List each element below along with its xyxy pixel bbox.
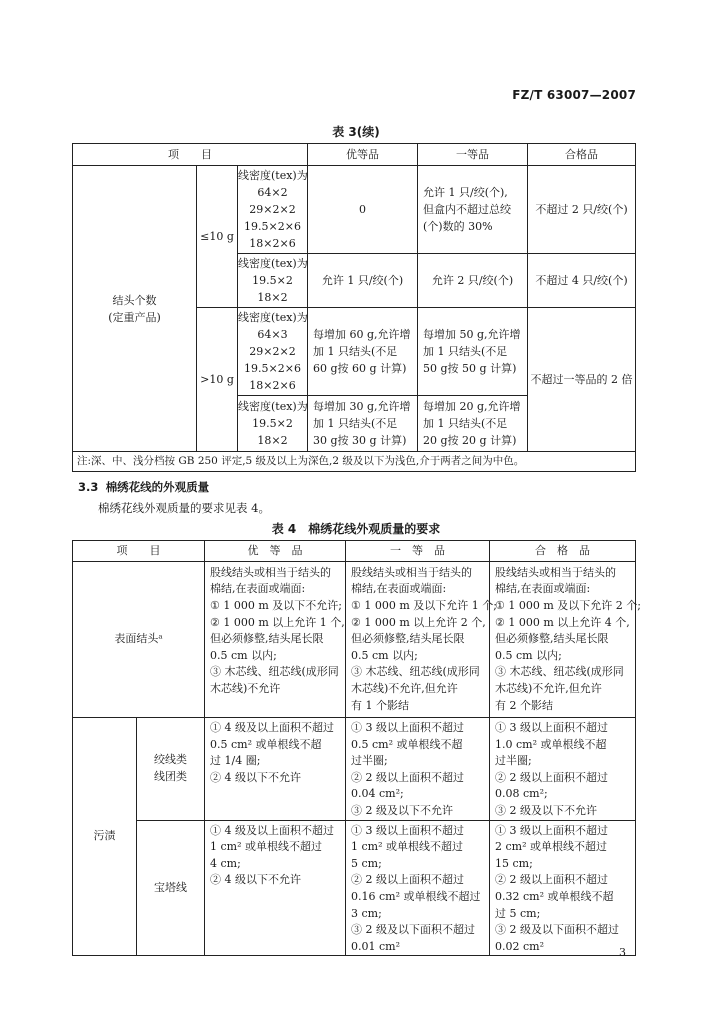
section-text: 棉绣花线外观质量的要求见表 4。 <box>98 501 270 515</box>
table3-cell: 每增加 30 g,允许增 加 1 只结头(不足 30 g按 30 g 计算) <box>308 396 418 452</box>
table3-caption: 表 3(续) <box>332 125 380 139</box>
table4-header-qualified: 合 格 品 <box>490 541 636 562</box>
standard-code: FZ/T 63007—2007 <box>512 88 636 102</box>
table3-cell: 每增加 50 g,允许增 加 1 只结头(不足 50 g按 50 g 计算) <box>418 308 528 396</box>
table3-cell: 允许 1 只/绞(个), 但盒内不超过总绞 (个)数的 30% <box>418 166 528 254</box>
section-heading: 3.3 棉绣花线的外观质量 <box>78 480 210 494</box>
table3-cell: 每增加 20 g,允许增 加 1 只结头(不足 20 g按 20 g 计算) <box>418 396 528 452</box>
table4-cell: ① 3 级以上面积不超过 1 cm² 或单根线不超过 5 cm; ② 2 级以上面积不超过 0.16 cm² 或单根线不超过 3 cm; ③ 2 级及以下面积不超过 0.01 cm² <box>346 820 490 956</box>
table3-note: 注:深、中、浅分档按 GB 250 评定,5 级及以上为深色,2 级及以下为浅色,介于两者之间为中色。 <box>73 452 636 472</box>
table3-header-item: 项 目 <box>73 144 308 166</box>
table4-header-item: 项 目 <box>73 541 205 562</box>
table3-density-cell: 线密度(tex)为 64×2 29×2×2 19.5×2×6 18×2×6 <box>238 166 308 254</box>
table4-header-first: 一 等 品 <box>346 541 490 562</box>
table4-cell: ① 3 级以上面积不超过 0.5 cm² 或单根线不超 过半圈; ② 2 级以上面积不超过 0.04 cm²; ③ 2 级及以下不允许 <box>346 718 490 821</box>
table4-cell: ① 4 级及以上面积不超过 1 cm² 或单根线不超过 4 cm; ② 4 级以下不允许 <box>205 820 346 956</box>
page-number: 3 <box>619 946 626 959</box>
table3-cell: 允许 2 只/绞(个) <box>418 254 528 308</box>
table4-cell: ① 3 级以上面积不超过 2 cm² 或单根线不超过 15 cm; ② 2 级以上面积不超过 0.32 cm² 或单根线不超 过 5 cm; ③ 2 级及以下面积不超过 0.02 cm² <box>490 820 636 956</box>
table4-row-stain: 污渍 <box>73 718 137 956</box>
table3-cell: 不超过 2 只/绞(个) <box>528 166 636 254</box>
table3-header-qualified: 合格品 <box>528 144 636 166</box>
table3-weight-le10: ≤10 g <box>197 166 238 308</box>
table4-stain-type-skein: 绞线类 线团类 <box>137 718 205 821</box>
table3-header-first: 一等品 <box>418 144 528 166</box>
table3-density-cell: 线密度(tex)为 19.5×2 18×2 <box>238 254 308 308</box>
table3-cell: 不超过一等品的 2 倍 <box>528 308 636 452</box>
table4-cell: 股线结头或相当于结头的 棉结,在表面或端面: ① 1 000 m 及以下不允许; ② 1 000 m 以上允许 1 个, 但必须修整,结头尾长限 0.5 cm 以内; ③ 木芯线、纽芯线(成形同 木芯线)不允许 <box>205 562 346 718</box>
table3-cell: 不超过 4 只/绞(个) <box>528 254 636 308</box>
table4-row-surface-knot: 表面结头ᵃ <box>73 562 205 718</box>
table3-row-label: 结头个数 (定重产品) <box>73 166 197 452</box>
table4-caption: 表 4 棉绣花线外观质量的要求 <box>271 522 441 536</box>
table3-cell: 0 <box>308 166 418 254</box>
table3-cell: 每增加 60 g,允许增 加 1 只结头(不足 60 g按 60 g 计算) <box>308 308 418 396</box>
table4-cell: 股线结头或相当于结头的 棉结,在表面或端面: ① 1 000 m 及以下允许 1 个; ② 1 000 m 以上允许 2 个, 但必须修整,结头尾长限 0.5 cm 以内; ③ 木芯线、纽芯线(成形同 木芯线)不允许,但允许 有 1 个影结 <box>346 562 490 718</box>
table3-cell: 允许 1 只/绞(个) <box>308 254 418 308</box>
table4-cell: ① 4 级及以上面积不超过 0.5 cm² 或单根线不超 过 1/4 圈; ② 4 级以下不允许 <box>205 718 346 821</box>
table4-cell: ① 3 级以上面积不超过 1.0 cm² 或单根线不超 过半圈; ② 2 级以上面积不超过 0.08 cm²; ③ 2 级及以下不允许 <box>490 718 636 821</box>
table3 <box>72 143 636 472</box>
table4 <box>72 540 641 956</box>
table3-weight-gt10: >10 g <box>197 308 238 452</box>
table3-density-cell: 线密度(tex)为 64×3 29×2×2 19.5×2×6 18×2×6 <box>238 308 308 396</box>
table3-density-cell: 线密度(tex)为 19.5×2 18×2 <box>238 396 308 452</box>
table4-stain-type-cone: 宝塔线 <box>137 820 205 956</box>
table4-cell: 股线结头或相当于结头的 棉结,在表面或端面: ① 1 000 m 及以下允许 2 个; ② 1 000 m 以上允许 4 个, 但必须修整,结头尾长限 0.5 cm 以内; ③ 木芯线、纽芯线(成形同 木芯线)不允许,但允许 有 2 个影结 <box>490 562 636 718</box>
table4-header-superior: 优 等 品 <box>205 541 346 562</box>
table3-header-superior: 优等品 <box>308 144 418 166</box>
